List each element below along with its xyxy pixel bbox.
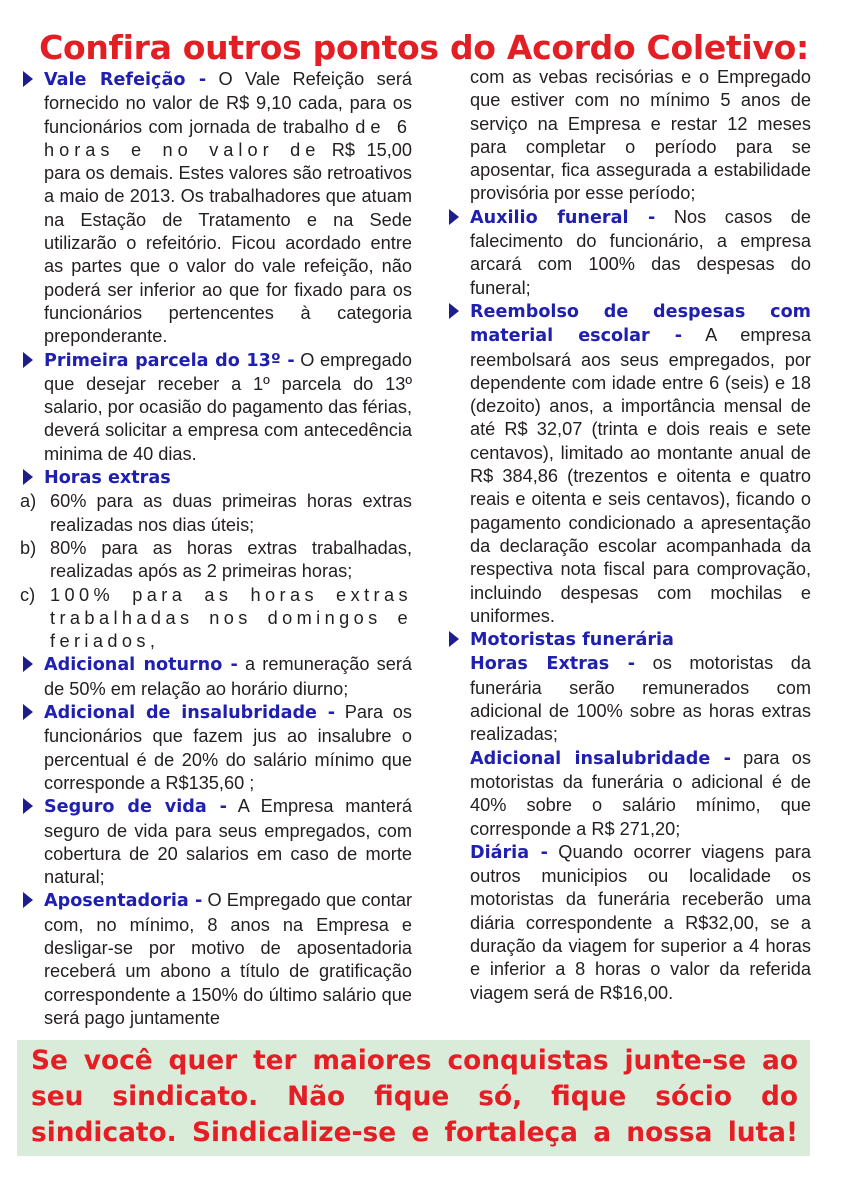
section-aposentadoria-continuation [446,66,811,206]
section-label: Reembolso de despesas com material escolar - [470,301,811,347]
section-label: Motoristas funerária [470,630,674,651]
subsection-diaria [446,841,811,1005]
list-item [20,490,412,537]
section-motoristas-funeraria [446,628,811,652]
section-label: Adicional noturno - [44,655,238,676]
section-label: Horas extras [44,468,171,489]
section-text: Para os funcionários que fazem jus ao insalubre o percentual é de 20% do salário mínimo que corresponde a R$135,60 ; [44,702,413,793]
arrow-bullet-icon [23,656,33,672]
call-to-action-banner [17,1040,810,1156]
arrow-bullet-icon [449,209,459,225]
arrow-bullet-icon [23,71,33,87]
section-text: O Empregado que contar com, no mínimo, 8 anos na Empresa e desligar-se por motivo de aposentadoria receberá um abono a título de gratificação correspondente a 150% do último salário que será pago juntamente [44,890,413,1028]
subsection-horas-extras [446,652,811,746]
section-text: A Empresa manterá seguro de vida para seus empregados, com cobertura de 20 salarios em caso de morte natural; [44,796,412,888]
section-aposentadoria [20,889,412,1030]
section-text: A empresa reembolsará aos seus empregados, por dependente com idade entre 6 (seis) e 18 (dezoito) anos, a importância mensal de até R$ 32,07 (trinta e dois reais e sete centavos), limitado ao montante anual de R$ 384,86 (trezentos e oitenta e quatro reais e oitenta e seis centavos), ficando o pagamento condicionado a apresentação da declaração escolar acompanhada da respectiva nota fiscal para comprovação, incluindo despesas com mochilas e uniformes. [470,325,811,626]
section-label: Vale Refeição - [44,70,207,90]
section-adicional-noturno [20,653,412,701]
arrow-bullet-icon [23,704,33,720]
page-title: Confira outros pontos do Acordo Coletivo: [39,28,809,67]
left-column [20,68,412,1030]
section-adicional-insalubridade [20,701,412,795]
subsection-text: Quando ocorrer viagens para outros municipios ou localidade os motoristas da funerária receberão uma diária correspondente a R$32,00, se a duração da viagem for superior a 4 horas e inferior a 8 horas o valor da referida viagem será de R$16,00. [470,841,811,1003]
section-label: Adicional de insalubridade - [44,703,336,724]
section-label: Aposentadoria - [44,891,203,912]
subsection-label: Horas Extras - [470,654,636,675]
subsection-label: Adicional insalubridade - [470,748,731,769]
list-item-letter: c) [20,584,36,605]
list-item-letter: a) [20,491,37,512]
arrow-bullet-icon [23,892,33,908]
list-item [20,537,412,584]
section-auxilio-funeral [446,206,811,300]
right-column [446,66,811,1005]
subsection-text: para os motoristas da funerária o adicional é de 40% sobre o salário mínimo, que corresponde a R$ 271,20; [470,747,811,839]
subsection-label: Diária - [470,842,548,863]
section-text-spread: de 6 horas e no valor de [44,116,412,160]
list-item [20,584,412,654]
banner-text: Se você quer ter maiores conquistas junte-se ao seu sindicato. Não fique só, fique sócio do sindicato. Sindicalize-se e fortaleça a nossa luta! [31,1045,798,1148]
subsection-text: os motoristas da funerária serão remunerados com adicional de 100% sobre as horas extras realizadas; [470,653,812,745]
arrow-bullet-icon [23,469,33,485]
section-text: O Vale Refeição será fornecido no valor de R$ 9,10 cada, para os funcionários com jornada de trabalho [44,69,413,137]
arrow-bullet-icon [449,631,459,647]
section-text: a remuneração será de 50% em relação ao horário diurno; [44,654,412,699]
list-item-text: 80% para as horas extras trabalhadas, realizadas após as 2 primeiras horas; [50,537,412,582]
section-text: Nos casos de falecimento do funcionário, a empresa arcará com 100% das despesas do funeral; [470,206,811,298]
list-item-text: 60% para as duas primeiras horas extras realizadas nos dias úteis; [50,491,412,535]
section-seguro-de-vida [20,795,412,889]
section-primeira-parcela [20,349,412,466]
section-text: O empregado que desejar receber a 1º parcela do 13º salario, por ocasião do pagamento das férias, deverá solicitar a empresa com antecedência minima de 40 dias. [44,349,413,464]
list-item-text: 100% para as horas extras trabalhadas nos domingos e feriados, [50,584,412,652]
section-reembolso-material-escolar [446,300,811,628]
section-horas-extras [20,466,412,490]
arrow-bullet-icon [23,352,33,368]
section-label: Primeira parcela do 13º - [44,350,295,371]
arrow-bullet-icon [449,303,459,319]
horas-extras-list [20,490,412,653]
section-text: com as vebas recisórias e o Empregado que estiver com no mínimo 5 anos de serviço na Empresa e restar 12 meses para completar o período para se aposentar, fica assegurada a estabilidade provisória por esse período; [470,67,811,204]
arrow-bullet-icon [23,798,33,814]
section-vale-refeicao [20,68,412,349]
list-item-letter: b) [20,537,37,558]
section-label: Auxilio funeral - [470,207,656,228]
section-text: R$ 15,00 para os demais. Estes valores são retroativos a maio de 2013. Os trabalhadores que atuam na Estação de Tratamento e na Sede utilizarão o refeitório. Ficou acordado entre as partes que o valor do vale refeição, não poderá ser inferior ao que for fixado para os funcionários pertencentes à categoria preponderante. [44,139,412,347]
section-label: Seguro de vida - [44,797,227,818]
subsection-adicional-insalubridade [446,747,811,841]
